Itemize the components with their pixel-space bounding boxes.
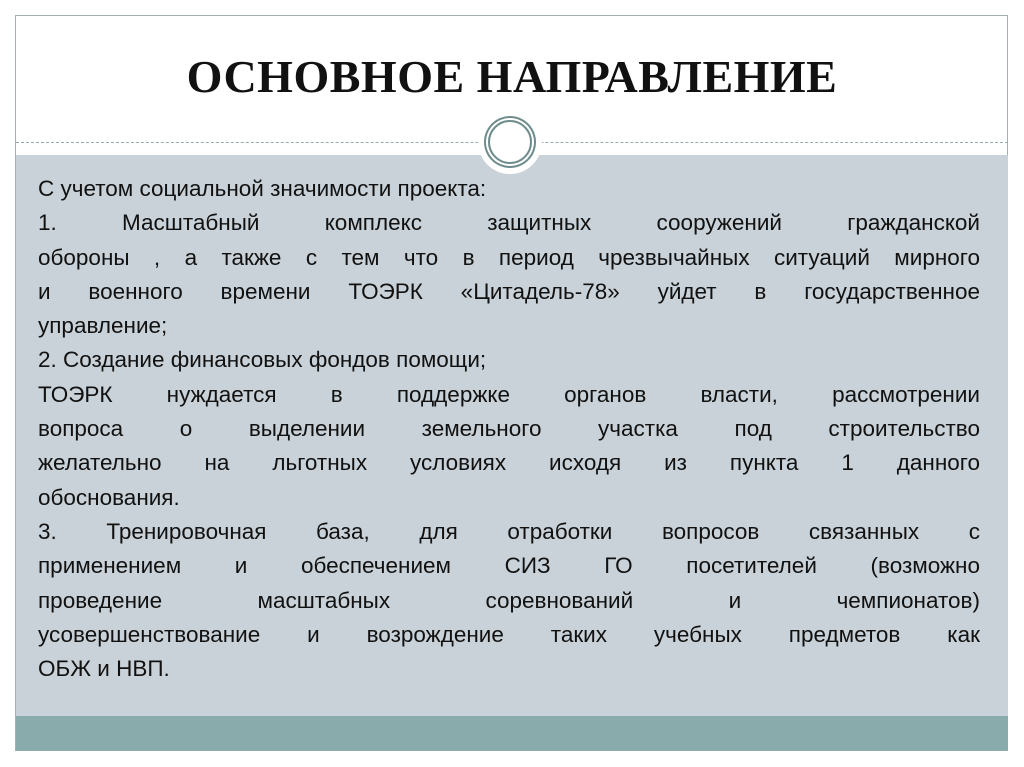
- text-line: обороны , а также с тем что в период чрезвычайных ситуаций мирного: [38, 244, 980, 270]
- text-line: желательно на льготных условиях исходя из пункта 1 данного: [38, 450, 980, 476]
- circle-ornament-icon: [488, 120, 532, 164]
- text-line: обоснования.: [38, 484, 180, 510]
- text-line: 1. Масштабный комплекс защитных сооружений гражданской: [38, 210, 980, 236]
- text-line: применением и обеспечением СИЗ ГО посетителей (возможно: [38, 553, 980, 579]
- text-line: 2. Создание финансовых фондов помощи;: [38, 347, 487, 373]
- text-line: вопроса о выделении земельного участка под строительство: [38, 416, 980, 442]
- footer-band: [16, 716, 1008, 751]
- text-line: проведение масштабных соревнований и чемпионатов): [38, 587, 980, 613]
- slide-title: ОСНОВНОЕ НАПРАВЛЕНИЕ: [186, 51, 838, 102]
- text-line: 3. Тренировочная база, для отработки вопросов связанных с: [38, 518, 980, 544]
- text-line: управление;: [38, 313, 168, 339]
- text-line: усовершенствование и возрождение таких учебных предметов как: [38, 621, 980, 647]
- text-line: и военного времени ТОЭРК «Цитадель-78» уйдет в государственное: [38, 278, 980, 304]
- text-line: ОБЖ и НВП.: [38, 656, 170, 682]
- slide-body-text: [38, 172, 980, 686]
- text-line: С учетом социальной значимости проекта:: [38, 176, 487, 201]
- text-line: ТОЭРК нуждается в поддержке органов власти, рассмотрении: [38, 381, 980, 407]
